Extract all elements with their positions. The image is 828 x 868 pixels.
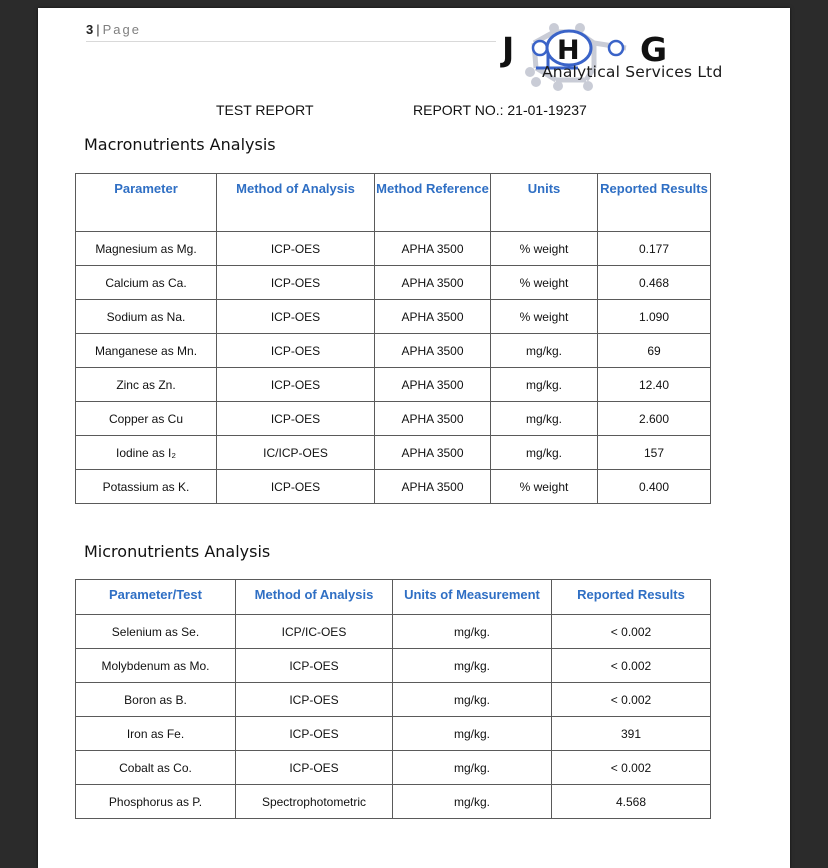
cell-units: mg/kg. <box>491 436 598 470</box>
cell-units: mg/kg. <box>392 683 551 717</box>
header-units-of-measurement: Units of Measurement <box>392 580 551 615</box>
cell-units: mg/kg. <box>392 785 551 819</box>
cell-units: mg/kg. <box>491 368 598 402</box>
table-row <box>76 300 711 334</box>
cell-units: mg/kg. <box>392 649 551 683</box>
cell-method: ICP-OES <box>217 402 375 436</box>
cell-method: ICP-OES <box>217 470 375 504</box>
cell-result: < 0.002 <box>551 683 710 717</box>
table-row <box>76 402 711 436</box>
cell-result: < 0.002 <box>551 751 710 785</box>
cell-reference: APHA 3500 <box>375 402 491 436</box>
table-header-row <box>76 174 711 232</box>
cell-units: % weight <box>491 300 598 334</box>
page-number: 3 | Page <box>86 22 141 37</box>
cell-parameter: Molybdenum as Mo. <box>76 649 236 683</box>
cell-result: 0.468 <box>598 266 711 300</box>
cell-units: % weight <box>491 266 598 300</box>
cell-parameter: Phosphorus as P. <box>76 785 236 819</box>
table-row <box>76 751 711 785</box>
cell-units: mg/kg. <box>491 402 598 436</box>
cell-units: mg/kg. <box>392 751 551 785</box>
cell-parameter: Iodine as I₂ <box>76 436 217 470</box>
table-row <box>76 368 711 402</box>
micronutrients-table <box>75 579 711 819</box>
table-row <box>76 470 711 504</box>
cell-method: ICP-OES <box>217 266 375 300</box>
cell-method: ICP-OES <box>217 300 375 334</box>
cell-units: % weight <box>491 470 598 504</box>
cell-parameter: Potassium as K. <box>76 470 217 504</box>
cell-result: 69 <box>598 334 711 368</box>
cell-reference: APHA 3500 <box>375 334 491 368</box>
table-row <box>76 717 711 751</box>
header-reported-results: Reported Results <box>598 174 711 232</box>
cell-method: ICP-OES <box>217 232 375 266</box>
header-method-reference: Method Reference <box>375 174 491 232</box>
header-parameter-test: Parameter/Test <box>76 580 236 615</box>
report-title: TEST REPORT <box>216 102 314 118</box>
header-reported-results: Reported Results <box>551 580 710 615</box>
cell-method: ICP-OES <box>236 717 393 751</box>
cell-result: 157 <box>598 436 711 470</box>
cell-method: ICP/IC-OES <box>236 615 393 649</box>
page-number-value: 3 <box>86 22 94 37</box>
header-parameter: Parameter <box>76 174 217 232</box>
cell-units: mg/kg. <box>392 717 551 751</box>
cell-reference: APHA 3500 <box>375 300 491 334</box>
table-row <box>76 266 711 300</box>
cell-parameter: Boron as B. <box>76 683 236 717</box>
logo-letter-j: J <box>502 30 515 69</box>
report-number: REPORT NO.: 21-01-19237 <box>413 102 587 118</box>
cell-method: ICP-OES <box>236 649 393 683</box>
macronutrients-table <box>75 173 711 504</box>
table-row <box>76 232 711 266</box>
cell-units: % weight <box>491 232 598 266</box>
cell-result: 0.400 <box>598 470 711 504</box>
cell-parameter: Zinc as Zn. <box>76 368 217 402</box>
cell-result: 1.090 <box>598 300 711 334</box>
cell-method: ICP-OES <box>217 334 375 368</box>
cell-method: IC/ICP-OES <box>217 436 375 470</box>
cell-result: 4.568 <box>551 785 710 819</box>
cell-result: 0.177 <box>598 232 711 266</box>
cell-parameter: Cobalt as Co. <box>76 751 236 785</box>
cell-method: ICP-OES <box>236 751 393 785</box>
cell-reference: APHA 3500 <box>375 436 491 470</box>
cell-result: < 0.002 <box>551 615 710 649</box>
table-header-row <box>76 580 711 615</box>
cell-result: 391 <box>551 717 710 751</box>
table-row <box>76 785 711 819</box>
micro-section-title: Micronutrients Analysis <box>84 542 271 561</box>
table-row <box>76 615 711 649</box>
cell-reference: APHA 3500 <box>375 266 491 300</box>
cell-parameter: Magnesium as Mg. <box>76 232 217 266</box>
cell-reference: APHA 3500 <box>375 368 491 402</box>
logo-letter-g: G <box>640 30 668 69</box>
company-logo <box>476 10 786 100</box>
cell-parameter: Iron as Fe. <box>76 717 236 751</box>
cell-units: mg/kg. <box>491 334 598 368</box>
cell-reference: APHA 3500 <box>375 232 491 266</box>
cell-parameter: Sodium as Na. <box>76 300 217 334</box>
cell-method: ICP-OES <box>236 683 393 717</box>
cell-units: mg/kg. <box>392 615 551 649</box>
cell-method: Spectrophotometric <box>236 785 393 819</box>
cell-method: ICP-OES <box>217 368 375 402</box>
header-method-of-analysis: Method of Analysis <box>236 580 393 615</box>
cell-result: < 0.002 <box>551 649 710 683</box>
report-page <box>38 8 790 868</box>
cell-parameter: Manganese as Mn. <box>76 334 217 368</box>
table-row <box>76 683 711 717</box>
cell-parameter: Copper as Cu <box>76 402 217 436</box>
cell-parameter: Selenium as Se. <box>76 615 236 649</box>
cell-result: 12.40 <box>598 368 711 402</box>
page-label: Page <box>102 22 141 37</box>
table-row <box>76 649 711 683</box>
table-row <box>76 436 711 470</box>
logo-subtitle: Analytical Services Ltd <box>542 63 723 81</box>
logo-letter-h: H <box>557 35 580 66</box>
cell-reference: APHA 3500 <box>375 470 491 504</box>
cell-result: 2.600 <box>598 402 711 436</box>
header-units: Units <box>491 174 598 232</box>
header-rule <box>86 41 496 42</box>
header-method-of-analysis: Method of Analysis <box>217 174 375 232</box>
table-row <box>76 334 711 368</box>
macro-section-title: Macronutrients Analysis <box>84 135 276 154</box>
cell-parameter: Calcium as Ca. <box>76 266 217 300</box>
